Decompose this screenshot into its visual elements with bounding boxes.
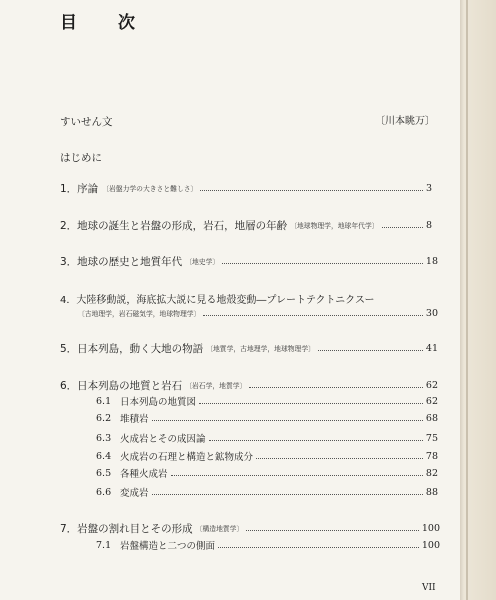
- toc-subentry: [96, 466, 438, 480]
- page-title: 目 次: [60, 13, 147, 33]
- toc-subentry-title: 変成岩: [120, 488, 149, 499]
- toc-entry-note: 〔地史学〕: [185, 258, 220, 266]
- toc-entry-title: 3．地球の歴史と地質年代: [60, 255, 183, 268]
- toc-entry-ch6: [60, 378, 438, 392]
- toc-entry-page: 30: [425, 307, 438, 319]
- toc-preface-author: 〔川本眺万〕: [375, 116, 435, 127]
- toc-leader-dots: [256, 458, 423, 459]
- toc-leader-dots: [209, 440, 423, 441]
- toc-subentry-number: 6.5: [96, 467, 112, 479]
- toc-intro-label: はじめに: [60, 152, 102, 164]
- toc-subentry: [96, 431, 438, 445]
- toc-entry-ch5: [60, 341, 438, 355]
- toc-leader-dots: [222, 263, 423, 264]
- toc-entry-title: 7．岩盤の割れ目とその形成: [60, 522, 193, 535]
- toc-subentry-number: 6.4: [96, 450, 112, 462]
- toc-entry-note: 〔岩石学，地質学〕: [185, 382, 247, 390]
- toc-subentry-page: 88: [425, 486, 438, 498]
- toc-subentry-title: 岩盤構造と二つの側面: [120, 541, 216, 552]
- toc-entry-title: 2．地球の誕生と岩盤の形成，岩石，地層の年齢: [60, 219, 288, 232]
- toc-entry-ch2: [60, 218, 432, 232]
- toc-entry-title: 1．序論: [60, 182, 99, 195]
- toc-entry-ch1: [60, 181, 432, 195]
- toc-subentry-number: 6.2: [96, 412, 112, 424]
- toc-subentry-title: 火成岩とその成因論: [120, 434, 206, 445]
- toc-subentry-title: 火成岩の石理と構造と鉱物成分: [120, 452, 254, 463]
- toc-entry-note: 〔岩盤力学の大きさと難しさ〕: [102, 185, 198, 193]
- toc-entry-title: 5．日本列島，動く大地の物語: [60, 342, 204, 355]
- toc-subentry-title: 各種火成岩: [120, 469, 168, 480]
- toc-subentry-page: 82: [425, 467, 438, 479]
- toc-subentry-page: 62: [425, 395, 438, 407]
- toc-entry-note: 〔古地理学，岩石磁気学，地球物理学〕: [78, 310, 201, 318]
- toc-leader-dots: [152, 494, 423, 495]
- toc-leader-dots: [171, 475, 423, 476]
- toc-entry-note: 〔地質学，古地理学，地球物理学〕: [206, 345, 315, 353]
- toc-entry-ch3: [60, 254, 438, 268]
- toc-entry-note: 〔構造地質学〕: [195, 525, 244, 533]
- toc-subentry-title: 堆積岩: [120, 414, 149, 425]
- toc-entry-note: 〔地球物理学，地球年代学〕: [290, 222, 379, 230]
- toc-entry-ch7: [60, 521, 440, 535]
- toc-leader-dots: [203, 315, 423, 316]
- toc-subentry-number: 6.1: [96, 395, 112, 407]
- toc-subentry-number: 6.3: [96, 432, 112, 444]
- toc-entry-title: 6．日本列島の地質と岩石: [60, 379, 183, 392]
- toc-subentry: [96, 394, 438, 408]
- toc-entry-page: 41: [425, 342, 438, 354]
- toc-entry-page: 18: [425, 255, 438, 267]
- page-edge-line: [466, 0, 468, 600]
- toc-leader-dots: [199, 403, 423, 404]
- toc-subentry-number: 7.1: [96, 539, 112, 551]
- toc-entry-page: 8: [425, 219, 432, 231]
- toc-preface-label: すいせん文: [60, 116, 113, 128]
- toc-subentry-page: 68: [425, 412, 438, 424]
- toc-subentry-page: 78: [425, 450, 438, 462]
- toc-subentry-page: 100: [421, 539, 440, 551]
- toc-subentry: [96, 411, 438, 425]
- toc-leader-dots: [200, 190, 423, 191]
- toc-entry-page: 3: [425, 182, 432, 194]
- toc-leader-dots: [246, 530, 419, 531]
- toc-entry-ch4: [78, 306, 438, 320]
- toc-leader-dots: [218, 547, 419, 548]
- page-folio: VII: [422, 583, 436, 593]
- toc-leader-dots: [152, 420, 423, 421]
- toc-subentry: [96, 449, 438, 463]
- toc-leader-dots: [249, 387, 423, 388]
- toc-subentry-page: 75: [425, 432, 438, 444]
- toc-subentry: [96, 485, 438, 499]
- toc-entry-ch4-title: 4．大陸移動説，海底拡大説に見る地殻変動―プレートテクトニクスー: [60, 295, 375, 306]
- toc-leader-dots: [382, 227, 423, 228]
- toc-subentry-number: 6.6: [96, 486, 112, 498]
- toc-entry-page: 62: [425, 379, 438, 391]
- toc-leader-dots: [318, 350, 423, 351]
- toc-subentry-title: 日本列島の地質図: [120, 397, 197, 408]
- toc-entry-page: 100: [421, 522, 440, 534]
- toc-subentry: [96, 538, 440, 552]
